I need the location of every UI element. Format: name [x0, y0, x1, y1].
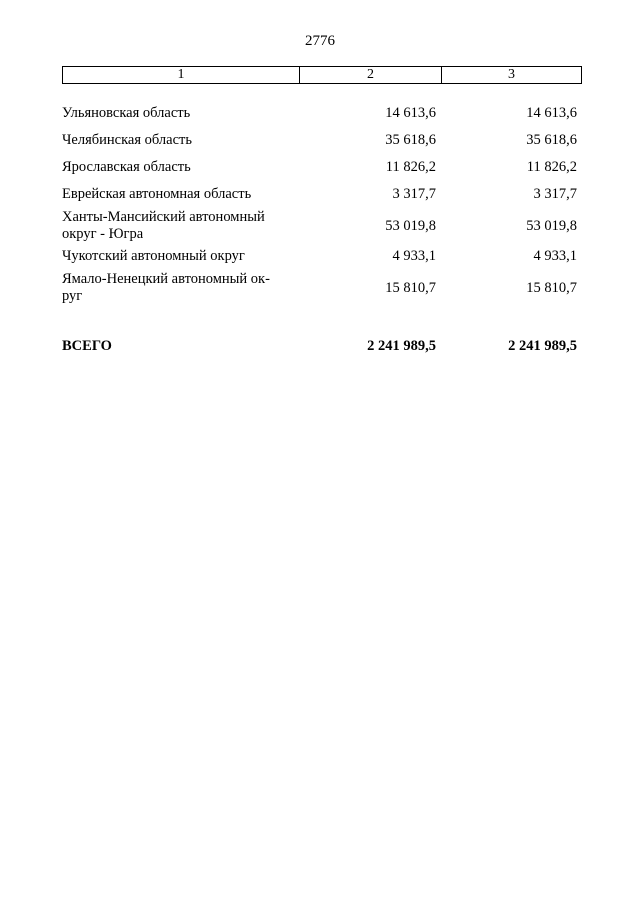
region-name: Ульяновская область: [62, 105, 191, 121]
value-col-2: 35 618,6: [385, 132, 436, 148]
page-number: 2776: [305, 33, 335, 49]
total-label: ВСЕГО: [62, 338, 112, 354]
region-name: Еврейская автономная область: [62, 186, 252, 202]
region-name: Ярославская область: [62, 159, 191, 175]
value-col-3: 53 019,8: [526, 218, 577, 234]
total-value-col-2: 2 241 989,5: [367, 338, 436, 354]
value-col-2: 14 613,6: [385, 105, 436, 121]
region-name: Чукотский автономный округ: [62, 248, 245, 264]
column-header-1: 1: [63, 67, 300, 83]
value-col-3: 4 933,1: [533, 248, 577, 264]
value-col-3: 15 810,7: [526, 280, 577, 296]
table-column-header: [62, 66, 582, 84]
value-col-2: 11 826,2: [385, 159, 436, 175]
region-name: Ханты-Мансийский автономный округ - Югра: [62, 209, 265, 242]
column-header-2: 2: [300, 67, 442, 83]
value-col-3: 35 618,6: [526, 132, 577, 148]
region-name: Ямало-Ненецкий автономный ок-руг: [62, 271, 270, 304]
value-col-2: 53 019,8: [385, 218, 436, 234]
value-col-3: 14 613,6: [526, 105, 577, 121]
value-col-3: 11 826,2: [526, 159, 577, 175]
column-header-3: 3: [508, 67, 515, 82]
value-col-2: 15 810,7: [385, 280, 436, 296]
value-col-2: 4 933,1: [392, 248, 436, 264]
value-col-3: 3 317,7: [533, 186, 577, 202]
total-value-col-3: 2 241 989,5: [508, 338, 577, 354]
value-col-2: 3 317,7: [392, 186, 436, 202]
region-name: Челябинская область: [62, 132, 192, 148]
